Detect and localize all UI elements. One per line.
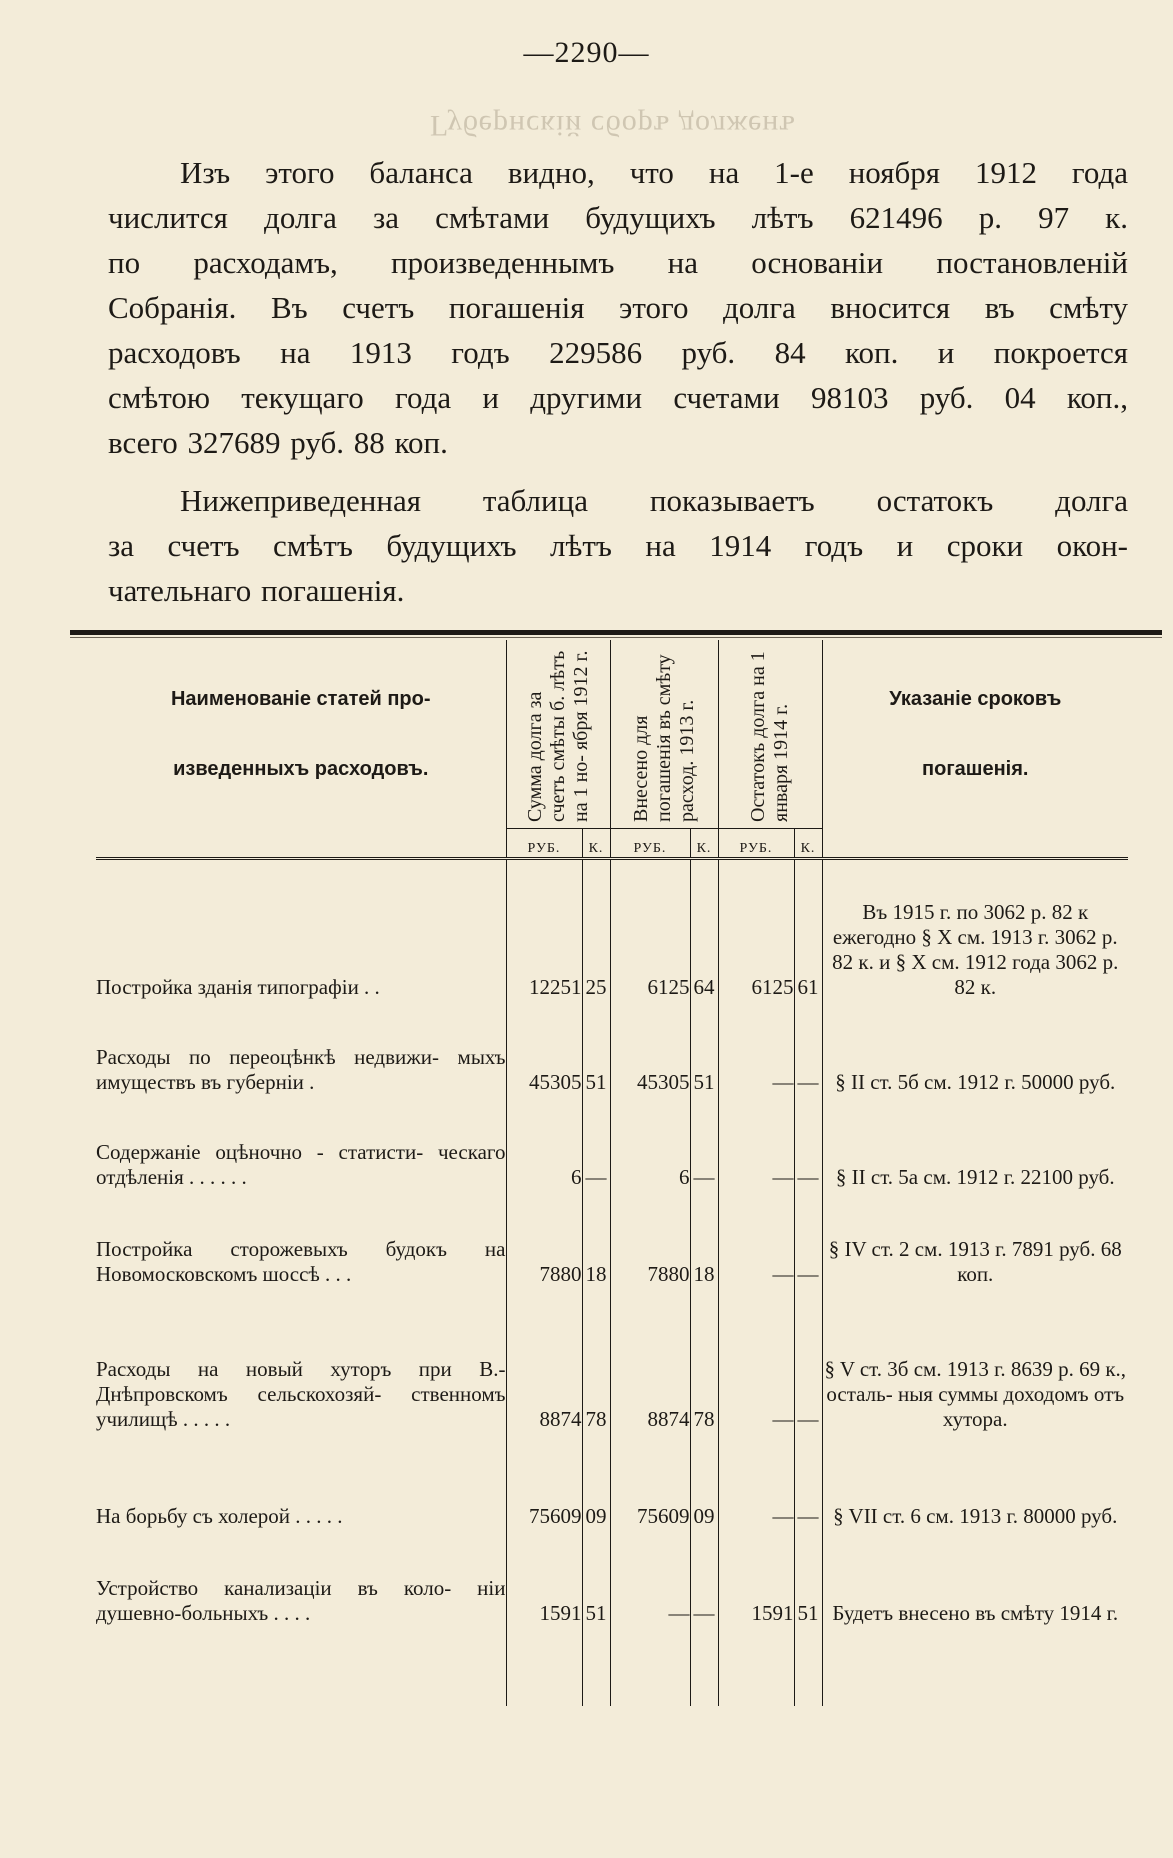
unit-row [96,829,1128,859]
debt-rub: 75609 [506,1432,582,1529]
unit-rub: РУБ. [610,829,690,859]
row-name: Расходы на новый хуторъ при В.-Днѣпровскомъ сельскохозяй- ственномъ училищѣ . . . . . [96,1357,506,1431]
remainder-kop: — [794,1190,822,1287]
remainder-rub: 6125 [718,878,794,1000]
header-terms-line: погашенія. [922,758,1029,781]
header-col-label: Внесено для погашенія въ смѣту расход. 1913 г. [629,654,698,822]
paragraph-line: Собранія. Въ счетъ погашенія этого долга вносится въ смѣту [108,290,1128,325]
paid-kop: — [690,1095,718,1190]
paid-rub: 7880 [610,1190,690,1287]
debt-rub: 7880 [506,1190,582,1287]
paragraph-line: чательнаго погашенія. [108,573,405,608]
remainder-kop: — [794,1000,822,1095]
debt-kop: 51 [582,1529,610,1626]
paragraph-line: всего 327689 руб. 88 коп. [108,425,448,460]
debt-rub: 8874 [506,1287,582,1432]
paid-kop: 78 [690,1287,718,1432]
row-note: § V ст. 3б см. 1913 г. 8639 р. 69 к., осталь- ныя суммы доходомъ отъ хутора. [822,1287,1128,1432]
unit-rub: РУБ. [506,829,582,859]
remainder-rub: — [718,1000,794,1095]
paid-rub: — [610,1529,690,1626]
table-row [96,1529,1128,1626]
debt-kop: 09 [582,1432,610,1529]
header-col-paid [610,640,718,829]
debt-kop: 25 [582,878,610,1000]
debt-kop: 78 [582,1287,610,1432]
remainder-kop: — [794,1095,822,1190]
debt-kop: 51 [582,1000,610,1095]
paragraph-line: числится долга за смѣтами будущихъ лѣтъ 621496 р. 97 к. [108,200,1128,235]
remainder-rub: — [718,1190,794,1287]
debt-rub: 1591 [506,1529,582,1626]
table-row [96,1095,1128,1190]
remainder-kop: — [794,1432,822,1529]
paid-kop: — [690,1529,718,1626]
paid-rub: 6125 [610,878,690,1000]
row-name: Постройка зданія типографіи . . [96,975,380,999]
header-terms-col [822,640,1128,829]
row-note: Въ 1915 г. по 3062 р. 82 к ежегодно § X см. 1913 г. 3062 р. 82 к. и § X см. 1912 года 3062 р. 82 к. [822,878,1128,1000]
paragraph-line: Нижеприведенная таблица показываетъ остатокъ долга [180,483,1128,518]
row-note: § VII ст. 6 см. 1913 г. 80000 руб. [822,1432,1128,1529]
paragraph-line: расходовъ на 1913 годъ 229586 руб. 84 коп. и покроется [108,335,1128,370]
remainder-rub: — [718,1432,794,1529]
paid-rub: 8874 [610,1287,690,1432]
table-row [96,878,1128,1000]
paragraph-line: по расходамъ, произведеннымъ на основаніи постановленій [108,245,1128,280]
remainder-kop: 51 [794,1529,822,1626]
row-note: § II ст. 5б см. 1912 г. 50000 руб. [822,1000,1128,1095]
paid-rub: 45305 [610,1000,690,1095]
header-col-remainder [718,640,822,829]
paragraph-line: за счетъ смѣтъ будущихъ лѣтъ на 1914 годъ и сроки окон- [108,528,1128,563]
row-note: Будетъ внесено въ смѣту 1914 г. [822,1529,1128,1626]
header-col-label: Сумма долга за счетъ смѣты б. лѣтъ на 1 но- ября 1912 г. [523,650,592,822]
table-header-row [96,640,1128,829]
debt-rub: 6 [506,1095,582,1190]
header-col-label: Остатокъ долга на 1 января 1914 г. [747,651,792,822]
paragraph-1 [108,150,1128,465]
debt-rub: 12251 [506,878,582,1000]
row-note: § IV ст. 2 см. 1913 г. 7891 руб. 68 коп. [822,1190,1128,1287]
paragraph-2 [108,478,1128,613]
paragraph-line: Изъ этого баланса видно, что на 1-е ноября 1912 года [180,155,1128,190]
header-col-debt [506,640,610,829]
unit-kop: К. [794,829,822,859]
header-name-col [96,640,506,829]
remainder-kop: — [794,1287,822,1432]
debt-kop: — [582,1095,610,1190]
remainder-rub: 1591 [718,1529,794,1626]
table-row [96,1287,1128,1432]
table-row [96,1432,1128,1529]
row-note: § II ст. 5а см. 1912 г. 22100 руб. [822,1095,1128,1190]
remainder-rub: — [718,1287,794,1432]
page-number: —2290— [523,36,650,69]
remainder-rub: — [718,1095,794,1190]
paid-kop: 09 [690,1432,718,1529]
paid-kop: 18 [690,1190,718,1287]
debt-table [96,640,1128,1706]
debt-rub: 45305 [506,1000,582,1095]
paid-kop: 51 [690,1000,718,1095]
remainder-kop: 61 [794,878,822,1000]
spacer-row [96,859,1128,879]
paid-kop: 64 [690,878,718,1000]
bleed-through-text: Губернскій сборъ долженъ [430,109,796,142]
table-top-rule [70,630,1162,635]
row-name: Расходы по переоцѣнкѣ недвижи- мыхъ имуществъ въ губерніи . [96,1045,506,1094]
paid-rub: 6 [610,1095,690,1190]
paid-rub: 75609 [610,1432,690,1529]
debt-kop: 18 [582,1190,610,1287]
row-name: Содержаніе оцѣночно - статисти- ческаго отдѣленія . . . . . . [96,1140,506,1189]
row-name: Устройство канализаціи въ коло- ніи душевно-больныхъ . . . . [96,1576,506,1625]
unit-kop: К. [690,829,718,859]
header-name-line: изведенныхъ расходовъ. [173,758,429,781]
table-row [96,1000,1128,1095]
table-row [96,1190,1128,1287]
table-tail [96,1626,1128,1706]
row-name: Постройка сторожевыхъ будокъ на Новомосковскомъ шоссѣ . . . [96,1237,506,1286]
unit-rub: РУБ. [718,829,794,859]
unit-kop: К. [582,829,610,859]
table-top-rule-thin [70,637,1162,638]
paragraph-line: смѣтою текущаго года и другими счетами 98103 руб. 04 коп., [108,380,1128,415]
header-terms-line: Указаніе сроковъ [889,688,1062,711]
header-name-line: Наименованіе статей про- [170,688,431,711]
row-name: На борьбу съ холерой . . . . . [96,1504,343,1528]
